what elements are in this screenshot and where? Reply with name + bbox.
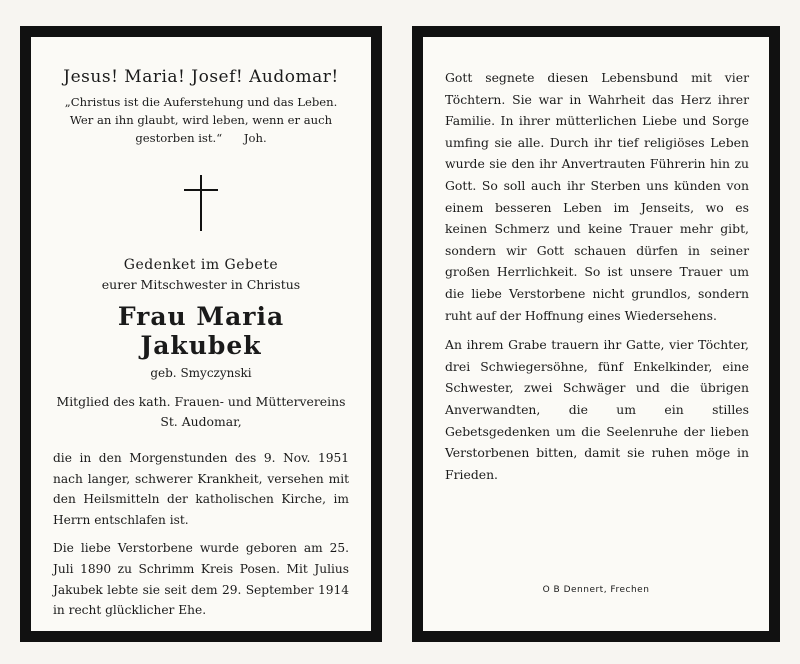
family-paragraph: Gott segnete diesen Lebensbund mit vier Töchtern. Sie war in Wahrheit das Herz ihrer Familie. In ihrer mütterlichen Liebe und Sorge umfing sie alle. Durch ihr tief religiöses Leben wurde sie den ihr Anvertrauten Führerin hin zu Gott. So soll auch ihr Sterben uns künden von einem besseren Leben im Jenseits, wo es keinen Schmerz und keine Trauer mehr gibt, sondern wir Gott schauen dürfen in seiner großen Herrlichkeit. So ist unsere Trauer um die liebe Verstorbene nicht grundlos, sondern ruht auf der Hoffnung eines Wiedersehens.: [445, 70, 749, 323]
mitschwester-line: eurer Mitschwester in Christus: [101, 277, 301, 292]
birth-paragraph: Die liebe Verstorbene wurde geboren am 25. Juli 1890 zu Schrimm Kreis Posen. Mit Julius Jakubek lebte sie seit dem 29. September 1914 in recht glücklicher Ehe.: [53, 541, 349, 618]
quote-text: „Christus ist die Auferstehung und das Leben. Wer an ihn glaubt, wird leben, wenn er auch gestorben ist.“: [64, 95, 338, 145]
left-card: [20, 26, 382, 642]
right-card: [412, 26, 780, 642]
bible-quote: [53, 93, 349, 147]
right-card-inner: [423, 37, 769, 631]
invocation: Jesus! Maria! Josef! Audomar!: [63, 67, 339, 87]
gedenket-heading: Gedenket im Gebete: [123, 257, 279, 273]
deceased-name: Frau Maria Jakubek: [117, 302, 285, 360]
cross-icon: [184, 175, 218, 231]
birth-name: geb. Smyczynski: [150, 366, 252, 380]
membership: Mitglied des kath. Frauen- und Müttervereins St. Audomar,: [56, 394, 346, 429]
mourners-paragraph: An ihrem Grabe trauern ihr Gatte, vier Töchter, drei Schwiegersöhne, fünf Enkelkinder, eine Schwester, zwei Schwäger und die übrigen Anverwandten, die um ein stilles Gebetsgedenken um die Seelenruhe der lieben Verstorbenen bitten, damit sie ruhen möge in Frieden.: [445, 337, 749, 482]
left-card-inner: [31, 37, 371, 631]
printer-imprint: O B Dennert, Frechen: [542, 585, 650, 595]
quote-reference: Joh.: [243, 131, 267, 145]
death-paragraph: die in den Morgenstunden des 9. Nov. 1951 nach langer, schwerer Krankheit, versehen mit den Heilsmitteln der katholischen Kirche, im Herrn entschlafen ist.: [53, 451, 349, 527]
